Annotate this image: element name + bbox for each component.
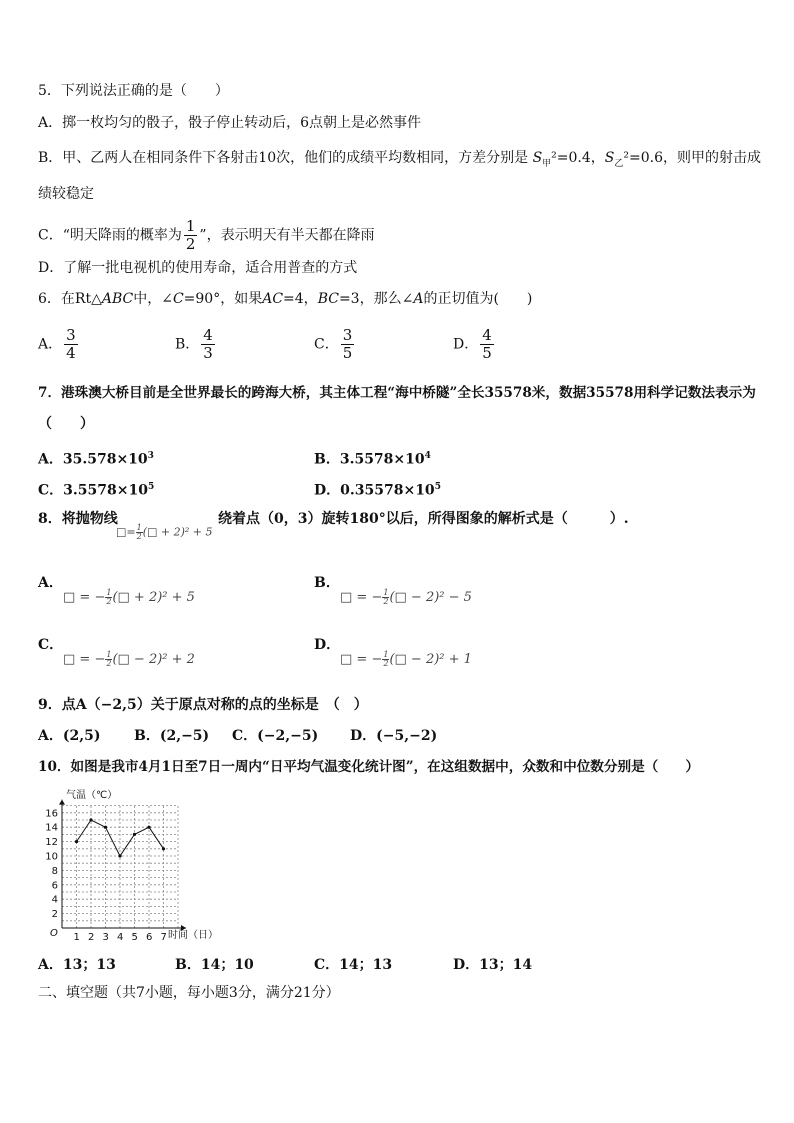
y-tick-label: 14 (45, 822, 58, 834)
q10-option-a: A．13；13 (38, 957, 116, 973)
data-point (75, 840, 78, 843)
data-point (162, 847, 165, 850)
q9-stem: 9．点A（−2,5）关于原点对称的点的坐标是 （ ） (38, 697, 368, 713)
q8-option-a-formula: □ = − $\frac{1}{2}$ (□ + 2)² + 5 (63, 588, 195, 606)
q7-option-d: D．$0.35578\times 10^5$ (314, 482, 441, 499)
x-tick-label: 7 (160, 932, 167, 943)
q6-stem: 6．在Rt△ABC中，∠C=90°，如果AC=4，BC=3，那么∠A的正切值为( ) (38, 291, 533, 307)
q8-stem-post: 绕着点（0，3）旋转180°以后，所得图象的解析式是（ ）. (218, 511, 629, 527)
fraction-half: $\frac{1}{2}$ (185, 217, 196, 253)
q5-option-b: B．甲、乙两人在相同条件下各射击10次，他们的成绩平均数相同，方差分别是 $S_甲^2=0.4$，$S_乙^2=0.6$，则甲的射击成 (38, 150, 761, 169)
q6-option-a: A． $\frac{3}{4}$ (38, 326, 76, 362)
q10-option-d: D．13；14 (453, 957, 533, 973)
y-tick-label: 12 (45, 837, 58, 849)
temperature-line-chart (40, 786, 230, 946)
x-tick-label: 1 (73, 932, 80, 943)
q8-option-b-label: B． (314, 575, 340, 591)
q7-option-b: B．$3.5578\times 10^4$ (314, 451, 431, 468)
q6-option-b: B． $\frac{4}{3}$ (175, 326, 213, 362)
q5-b-text: B．甲、乙两人在相同条件下各射击10次，他们的成绩平均数相同，方差分别是 (38, 150, 529, 166)
q8-option-d-label: D． (314, 637, 341, 653)
q5-c-pre: C．“明天降雨的概率为 (38, 227, 182, 244)
variance-value-1: ²=0.4 (551, 150, 591, 166)
x-tick-label: 2 (88, 932, 95, 943)
q7-stem-cont: （ ） (38, 416, 94, 432)
x-tick-label: 4 (117, 932, 124, 943)
variance-value-2: ²=0.6 (623, 150, 663, 166)
q10-option-b: B．14；10 (175, 957, 254, 973)
chart-grid (62, 806, 178, 928)
q8-given-formula: □= $\frac{1}{2}$ (□ + 2)² + 5 (116, 523, 213, 541)
y-tick-label: 2 (51, 909, 58, 921)
q8-option-a-label: A． (38, 575, 63, 591)
data-point (147, 826, 150, 829)
q5-option-b-cont: 绩较稳定 (38, 186, 94, 202)
q8-option-d-formula: □ = − $\frac{1}{2}$ (□ − 2)² + 1 (340, 650, 472, 668)
y-tick-label: 16 (45, 808, 58, 820)
q8-option-c-formula: □ = − $\frac{1}{2}$ (□ − 2)² + 2 (63, 650, 195, 668)
y-tick-label: 10 (45, 851, 58, 863)
q9-option-b: B．(2,−5) (134, 728, 210, 744)
y-axis-arrow (59, 800, 65, 805)
q6-option-c: C． $\frac{3}{5}$ (314, 326, 353, 362)
chart-axes (59, 800, 186, 931)
q7-option-a: A．$35.578\times 10^3$ (38, 451, 154, 468)
variance-symbol-2: S (604, 150, 615, 166)
variance-sub-1: 甲 (542, 158, 552, 169)
q9-option-c: C．(−2,−5) (232, 728, 319, 744)
y-tick-label: 6 (51, 880, 58, 892)
variance-sub-2: 乙 (614, 158, 624, 169)
x-tick-label: 5 (131, 932, 138, 943)
q5-option-c (38, 218, 375, 253)
q8-option-c-label: C． (38, 637, 64, 653)
data-point (89, 818, 92, 821)
x-tick-label: 6 (146, 932, 153, 943)
variance-symbol-1: S (532, 150, 543, 166)
q10-stem: 10．如图是我市4月1日至7日一周内“日平均气温变化统计图”，在这组数据中，众数和中位数分别是（ ） (38, 759, 700, 775)
q7-option-c: C．$3.5578\times 10^5$ (38, 482, 155, 499)
y-tick-label: 4 (51, 894, 58, 906)
data-point (133, 833, 136, 836)
q7-stem: 7．港珠澳大桥目前是全世界最长的跨海大桥，其主体工程“海中桥隧”全长35578米，数据35578用科学记数法表示为 (38, 385, 756, 401)
data-point (104, 826, 107, 829)
q5-b-post: ，则甲的射击成 (663, 150, 761, 166)
y-tick-label: 8 (51, 865, 58, 877)
q6-option-d: D． $\frac{4}{5}$ (453, 326, 492, 362)
q9-option-a: A．(2,5) (38, 728, 101, 744)
q8-option-b-formula: □ = − $\frac{1}{2}$ (□ − 2)² − 5 (340, 588, 472, 606)
y-axis-label: 气温（℃） (66, 790, 118, 801)
q5-c-post: ”，表示明天有半天都在降雨 (199, 227, 375, 244)
x-axis-label: 时间（日） (168, 930, 218, 941)
q5-option-d: D．了解一批电视机的使用寿命，适合用普查的方式 (38, 260, 358, 276)
q8-stem-pre: 8．将抛物线 (38, 511, 118, 527)
section-2-heading: 二、填空题（共7小题，每小题3分，满分21分） (38, 985, 340, 1001)
q5-stem: 5．下列说法正确的是（ ） (38, 83, 229, 99)
q10-option-c: C．14；13 (314, 957, 393, 973)
data-point (118, 854, 121, 857)
q9-option-d: D．(−5,−2) (350, 728, 438, 744)
origin-label: O (50, 928, 58, 939)
x-tick-label: 3 (102, 932, 109, 943)
q5-option-a: A．掷一枚均匀的骰子，骰子停止转动后，6点朝上是必然事件 (38, 115, 422, 131)
